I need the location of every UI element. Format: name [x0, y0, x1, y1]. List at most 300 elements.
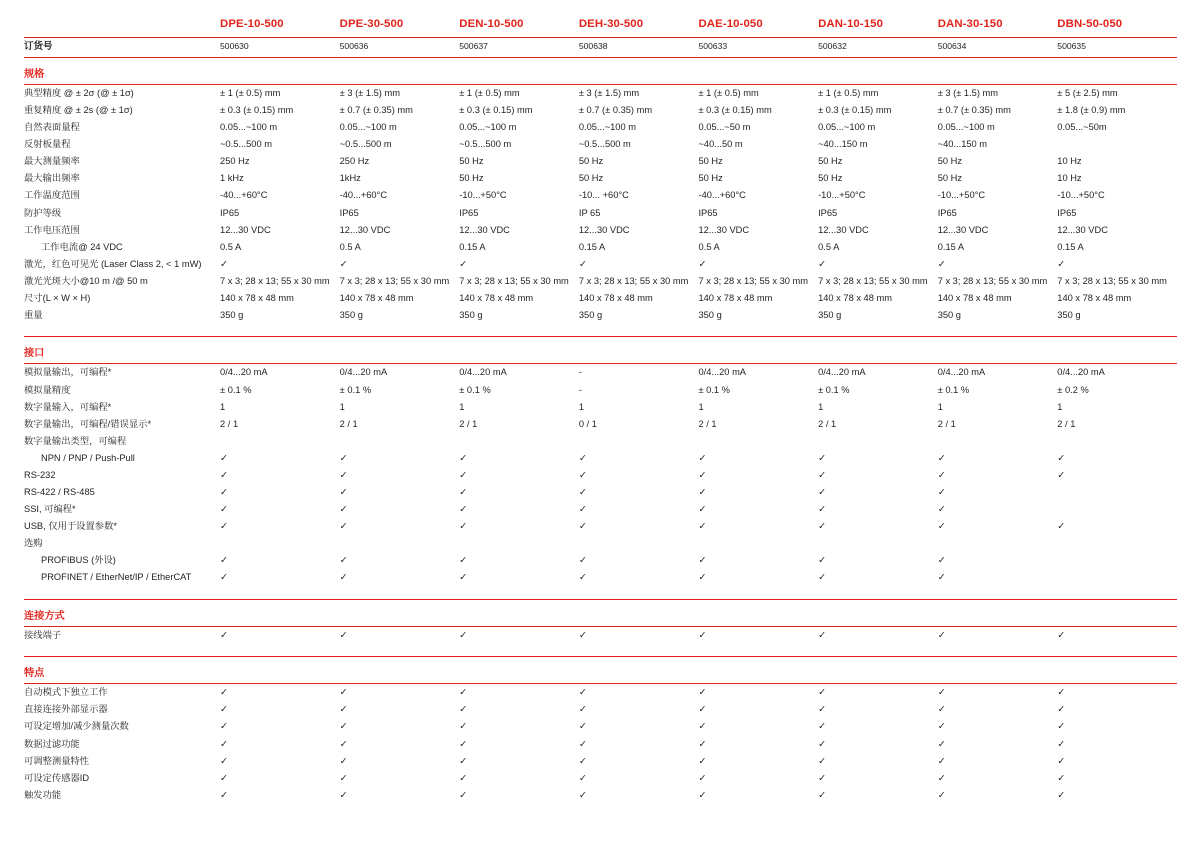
- spec-value-4: -: [579, 364, 699, 382]
- spec-value-3: ~0.5...500 m: [459, 139, 512, 150]
- spacer-cell: [24, 324, 1177, 337]
- spec-row: [24, 221, 1177, 238]
- spec-row-label: 模拟量精度: [24, 384, 71, 395]
- header-blank-cell: [24, 18, 220, 38]
- spec-value-2: 0.05...~100 m: [339, 122, 397, 133]
- check-icon: ✓: [220, 469, 228, 481]
- spec-value-1: 350 g: [220, 309, 244, 320]
- spec-row: [24, 787, 1177, 804]
- check-icon: ✓: [698, 721, 707, 733]
- check-icon: ✓: [578, 258, 587, 270]
- spec-value-4: [579, 787, 699, 804]
- spec-value-6: 0.05...~100 m: [818, 122, 876, 133]
- model-header-4: DEH-30-500: [578, 18, 644, 30]
- spec-value-3: ± 0.3 (± 0.15) mm: [459, 105, 533, 116]
- spec-value-4: ± 0.7 (± 0.35) mm: [578, 105, 653, 116]
- spec-value-5: 2 / 1: [698, 418, 717, 429]
- spec-value-1: [220, 535, 340, 552]
- spec-value-6: [818, 735, 938, 752]
- spec-value-4: [579, 256, 699, 273]
- spec-value-6: [818, 752, 938, 769]
- spec-value-7: [938, 450, 1058, 467]
- spec-row: [24, 170, 1177, 187]
- spec-value-2: [340, 484, 460, 501]
- check-icon: ✓: [1057, 721, 1066, 733]
- spec-value-5: [698, 569, 818, 586]
- spec-value-8: 0.05...~50m: [1057, 122, 1107, 133]
- spec-value-1: ~0.5...500 m: [220, 139, 272, 150]
- check-icon: ✓: [937, 629, 946, 641]
- order-number-value-5: 500633: [698, 38, 818, 58]
- spec-value-6: 350 g: [818, 309, 842, 320]
- spec-value-7: [938, 433, 1058, 450]
- spec-value-1: [220, 484, 340, 501]
- spec-value-2: [340, 718, 460, 735]
- check-icon: ✓: [698, 258, 707, 270]
- spec-value-4: [579, 769, 699, 786]
- spec-row: [24, 626, 1177, 644]
- spec-row-label: 重复精度 @ ± 2s (@ ± 1σ): [24, 105, 133, 116]
- section-spacer: [24, 644, 1177, 657]
- spec-value-3: [459, 552, 579, 569]
- spec-value-8: [1057, 787, 1177, 804]
- section-title-row: [24, 57, 1177, 84]
- check-icon: ✓: [698, 469, 707, 481]
- spec-value-7: ± 0.7 (± 0.35) mm: [937, 105, 1011, 116]
- spec-value-3: -10...+50°C: [459, 190, 507, 201]
- spec-value-6: 0/4...20 mA: [818, 364, 938, 382]
- spec-value-7: [938, 626, 1058, 644]
- order-number-value-7: 500634: [938, 38, 1058, 58]
- check-icon: ✓: [818, 687, 827, 699]
- model-header-8: DBN-50-050: [1057, 18, 1123, 30]
- check-icon: ✓: [818, 738, 827, 750]
- spec-value-3: 2 / 1: [459, 418, 478, 429]
- order-number-row: [24, 38, 1177, 58]
- check-icon: ✓: [1057, 755, 1066, 767]
- spec-value-1: [220, 467, 340, 484]
- spec-value-3: [459, 769, 579, 786]
- order-number-value-6: 500632: [818, 38, 938, 58]
- order-number-value-4: 500638: [579, 38, 699, 58]
- check-icon: ✓: [1057, 687, 1066, 699]
- spec-value-5: 50 Hz: [698, 173, 723, 184]
- check-icon: ✓: [578, 521, 587, 533]
- spec-value-6: 140 x 78 x 48 mm: [818, 292, 892, 303]
- spec-value-3: [459, 535, 579, 552]
- spec-value-2: -40...+60°C: [339, 190, 388, 201]
- spec-row-label: PROFINET / EtherNet/IP / EtherCAT: [41, 572, 192, 583]
- spec-value-6: [818, 450, 938, 467]
- check-icon: ✓: [459, 789, 468, 801]
- check-icon: ✓: [937, 521, 946, 533]
- spec-value-4: [579, 484, 699, 501]
- spec-row: [24, 501, 1177, 518]
- spec-row: [24, 84, 1177, 102]
- check-icon: ✓: [937, 486, 946, 498]
- spec-value-5: [698, 518, 818, 535]
- spec-value-4: -10... +60°C: [578, 190, 629, 201]
- spec-row: [24, 256, 1177, 273]
- spec-value-4: 0.15 A: [578, 241, 606, 252]
- check-icon: ✓: [698, 687, 707, 699]
- check-icon: ✓: [1057, 258, 1066, 270]
- spec-value-3: [459, 718, 579, 735]
- spec-row-label: 激光，红色可见光 (Laser Class 2, < 1 mW): [24, 258, 202, 269]
- check-icon: ✓: [1057, 469, 1066, 481]
- spec-value-4: [579, 701, 699, 718]
- spec-row: [24, 307, 1177, 324]
- spec-value-3: [459, 433, 579, 450]
- spec-value-2: [340, 518, 460, 535]
- check-icon: ✓: [698, 704, 707, 716]
- check-icon: ✓: [220, 687, 228, 699]
- spec-value-5: [698, 718, 818, 735]
- spec-value-1: [220, 626, 340, 644]
- spec-value-5: 7 x 3; 28 x 13; 55 x 30 mm: [698, 275, 809, 286]
- spec-value-5: ~40...50 m: [698, 139, 743, 150]
- spec-value-2: 1: [339, 401, 345, 412]
- spec-row-label: 可调整测量特性: [24, 755, 90, 766]
- spec-value-3: [459, 752, 579, 769]
- spec-row: [24, 187, 1177, 204]
- spec-value-1: [220, 718, 340, 735]
- spec-value-6: -10...+50°C: [818, 190, 866, 201]
- spec-row: [24, 467, 1177, 484]
- check-icon: ✓: [220, 521, 228, 533]
- check-icon: ✓: [937, 738, 946, 750]
- check-icon: ✓: [698, 521, 707, 533]
- spec-value-5: [698, 450, 818, 467]
- spec-value-2: [340, 752, 460, 769]
- spec-value-4: 140 x 78 x 48 mm: [578, 292, 653, 303]
- spec-value-6: [818, 467, 938, 484]
- spec-value-1: [220, 735, 340, 752]
- spec-value-2: [340, 256, 460, 273]
- spec-value-8: 7 x 3; 28 x 13; 55 x 30 mm: [1057, 275, 1167, 286]
- check-icon: ✓: [1057, 772, 1066, 784]
- spec-row: [24, 684, 1177, 702]
- spec-row-label: 重量: [24, 309, 43, 320]
- check-icon: ✓: [578, 629, 587, 641]
- spec-value-4: [579, 684, 699, 702]
- section-title: 规格: [24, 57, 1177, 84]
- spec-value-7: 0.05...~100 m: [937, 122, 995, 133]
- check-icon: ✓: [339, 687, 348, 699]
- spec-value-7: [938, 752, 1058, 769]
- spec-value-3: [459, 256, 579, 273]
- spec-value-4: [579, 569, 699, 586]
- check-icon: ✓: [937, 469, 946, 481]
- spec-value-1: [220, 552, 340, 569]
- spec-value-2: [340, 552, 460, 569]
- check-icon: ✓: [937, 687, 946, 699]
- check-icon: ✓: [937, 452, 946, 464]
- spec-row: [24, 450, 1177, 467]
- check-icon: ✓: [220, 452, 228, 464]
- check-icon: ✓: [698, 738, 707, 750]
- spec-row: [24, 535, 1177, 552]
- spec-value-2: ± 0.1 %: [339, 384, 372, 395]
- spec-row: [24, 769, 1177, 786]
- spec-value-5: ± 0.1 %: [698, 384, 730, 395]
- check-icon: ✓: [937, 572, 946, 584]
- check-icon: ✓: [339, 704, 348, 716]
- spec-value-8: [1057, 684, 1177, 702]
- spec-value-1: [220, 518, 340, 535]
- spec-row: [24, 752, 1177, 769]
- spec-value-6: [818, 433, 938, 450]
- check-icon: ✓: [220, 629, 228, 641]
- check-icon: ✓: [818, 469, 827, 481]
- check-icon: ✓: [339, 738, 348, 750]
- spec-value-2: 0.5 A: [339, 241, 361, 252]
- spec-value-7: 140 x 78 x 48 mm: [937, 292, 1012, 303]
- spec-value-1: 7 x 3; 28 x 13; 55 x 30 mm: [220, 275, 330, 286]
- spec-value-7: [938, 701, 1058, 718]
- check-icon: ✓: [818, 555, 827, 567]
- check-icon: ✓: [818, 704, 827, 716]
- spec-row-label: RS-422 / RS-485: [24, 486, 95, 497]
- spec-row-label: 工作电压范围: [24, 224, 80, 235]
- check-icon: ✓: [1057, 452, 1066, 464]
- check-icon: ✓: [339, 503, 348, 515]
- spec-value-4: [579, 626, 699, 644]
- spec-value-1: ± 1 (± 0.5) mm: [220, 84, 340, 102]
- spec-value-8: [1057, 450, 1177, 467]
- spec-value-3: [459, 450, 579, 467]
- spec-value-2: IP65: [339, 207, 359, 218]
- spec-value-5: [698, 735, 818, 752]
- spec-value-6: ~40...150 m: [818, 139, 868, 150]
- spec-value-7: [938, 535, 1058, 552]
- spec-value-8: [1057, 752, 1177, 769]
- spec-value-5: ± 0.3 (± 0.15) mm: [698, 105, 772, 116]
- check-icon: ✓: [818, 629, 827, 641]
- spec-value-3: 1: [459, 401, 465, 412]
- spec-value-1: [220, 433, 340, 450]
- spec-row: [24, 153, 1177, 170]
- spec-value-4: 12...30 VDC: [578, 224, 630, 235]
- check-icon: ✓: [220, 503, 228, 515]
- spec-value-5: 50 Hz: [698, 156, 723, 167]
- check-icon: ✓: [818, 755, 827, 767]
- spec-row: [24, 518, 1177, 535]
- check-icon: ✓: [578, 486, 587, 498]
- spec-value-3: [459, 518, 579, 535]
- spec-value-4: [579, 735, 699, 752]
- spec-value-5: [698, 256, 818, 273]
- check-icon: ✓: [459, 704, 468, 716]
- spec-value-7: 0.15 A: [937, 241, 965, 252]
- check-icon: ✓: [220, 572, 228, 584]
- check-icon: ✓: [578, 772, 587, 784]
- spec-value-5: [698, 467, 818, 484]
- check-icon: ✓: [698, 486, 707, 498]
- spec-value-5: [698, 535, 818, 552]
- spec-value-3: [459, 787, 579, 804]
- spec-value-3: [459, 569, 579, 586]
- spec-value-8: [1057, 626, 1177, 644]
- spec-value-6: 50 Hz: [818, 173, 843, 184]
- spec-value-5: [698, 752, 818, 769]
- check-icon: ✓: [818, 521, 827, 533]
- spec-row-label: 最大测量频率: [24, 156, 80, 167]
- spec-value-5: 0.05...~50 m: [698, 122, 751, 133]
- spec-row: [24, 718, 1177, 735]
- spec-value-1: [220, 569, 340, 586]
- spec-value-2: ~0.5...500 m: [339, 139, 392, 150]
- spec-value-6: 12...30 VDC: [818, 224, 869, 235]
- check-icon: ✓: [1057, 521, 1066, 533]
- spec-value-1: 0.05...~100 m: [220, 122, 278, 133]
- check-icon: ✓: [220, 555, 228, 567]
- check-icon: ✓: [220, 772, 228, 784]
- spec-value-6: [818, 684, 938, 702]
- spec-value-1: [220, 501, 340, 518]
- spec-value-1: [220, 450, 340, 467]
- spec-row-label: 自动模式下独立工作: [24, 684, 220, 702]
- check-icon: ✓: [459, 258, 468, 270]
- spec-row: [24, 381, 1177, 398]
- spec-value-2: 2 / 1: [339, 418, 358, 429]
- spec-value-3: [459, 701, 579, 718]
- spec-row-label: 激光光斑大小@10 m /@ 50 m: [24, 275, 148, 286]
- spec-value-5: 350 g: [698, 309, 722, 320]
- spec-value-4: [579, 450, 699, 467]
- spec-value-7: [938, 769, 1058, 786]
- model-header-5: DAE-10-050: [698, 18, 763, 30]
- spec-row: [24, 119, 1177, 136]
- spec-value-8: [1057, 467, 1177, 484]
- spec-value-7: 1: [937, 401, 943, 412]
- spec-value-6: ± 1 (± 0.5) mm: [818, 84, 938, 102]
- spec-row-label: 数据过滤功能: [24, 738, 80, 749]
- spec-value-7: ± 3 (± 1.5) mm: [938, 84, 1058, 102]
- spec-value-1: [220, 256, 340, 273]
- spec-value-7: -10...+50°C: [937, 190, 986, 201]
- check-icon: ✓: [698, 629, 707, 641]
- spec-value-4: ~0.5...500 m: [578, 139, 631, 150]
- spec-value-2: [340, 787, 460, 804]
- table-body: [24, 18, 1177, 804]
- section-spacer: [24, 324, 1177, 337]
- spec-value-2: [340, 569, 460, 586]
- spec-value-5: 0.5 A: [698, 241, 720, 252]
- spec-value-8: ± 0.2 %: [1057, 384, 1089, 395]
- spec-value-8: [1057, 769, 1177, 786]
- check-icon: ✓: [339, 721, 348, 733]
- check-icon: ✓: [459, 469, 468, 481]
- spec-value-4: [579, 552, 699, 569]
- spec-value-7: 50 Hz: [937, 173, 962, 184]
- spec-row-label: SSI, 可编程*: [24, 503, 76, 514]
- spec-value-2: 1kHz: [339, 173, 361, 184]
- spec-value-8: [1057, 484, 1177, 501]
- check-icon: ✓: [459, 503, 468, 515]
- spec-value-8: [1057, 518, 1177, 535]
- spec-value-6: [818, 569, 938, 586]
- spec-value-3: 50 Hz: [459, 156, 484, 167]
- check-icon: ✓: [339, 772, 348, 784]
- spec-value-4: 1: [578, 401, 585, 412]
- spec-value-1: ± 0.3 (± 0.15) mm: [220, 105, 294, 116]
- spec-value-4: 7 x 3; 28 x 13; 55 x 30 mm: [578, 275, 689, 286]
- spec-value-1: -40...+60°C: [220, 190, 268, 201]
- spec-value-8: 0/4...20 mA: [1057, 364, 1177, 382]
- check-icon: ✓: [818, 452, 827, 464]
- spec-value-2: [340, 467, 460, 484]
- check-icon: ✓: [220, 738, 228, 750]
- spec-value-4: IP 65: [578, 207, 601, 218]
- spec-row-label: 自然表面量程: [24, 122, 80, 133]
- check-icon: ✓: [459, 738, 468, 750]
- spec-value-7: [938, 501, 1058, 518]
- check-icon: ✓: [698, 772, 707, 784]
- spec-value-8: 12...30 VDC: [1057, 224, 1108, 235]
- spec-value-2: 250 Hz: [339, 156, 370, 167]
- spec-value-1: [220, 787, 340, 804]
- check-icon: ✓: [578, 555, 587, 567]
- check-icon: ✓: [698, 755, 707, 767]
- spec-value-5: [698, 433, 818, 450]
- spec-value-7: [938, 684, 1058, 702]
- spacer-cell: [24, 586, 1177, 599]
- check-icon: ✓: [459, 772, 468, 784]
- spec-value-3: [459, 501, 579, 518]
- check-icon: ✓: [339, 755, 348, 767]
- spec-value-6: [818, 718, 938, 735]
- spec-value-2: 0/4...20 mA: [340, 364, 460, 382]
- check-icon: ✓: [339, 452, 348, 464]
- spec-value-8: [1057, 718, 1177, 735]
- check-icon: ✓: [578, 738, 587, 750]
- spec-value-6: [818, 701, 938, 718]
- check-icon: ✓: [339, 258, 348, 270]
- spec-value-6: 2 / 1: [818, 418, 837, 429]
- spec-value-7: [938, 718, 1058, 735]
- check-icon: ✓: [818, 789, 827, 801]
- spec-value-3: IP65: [459, 207, 479, 218]
- spec-value-8: [1057, 552, 1177, 569]
- spec-value-2: 140 x 78 x 48 mm: [339, 292, 414, 303]
- spec-value-5: [698, 626, 818, 644]
- spec-value-5: [698, 552, 818, 569]
- spec-value-8: -10...+50°C: [1057, 190, 1105, 201]
- spec-value-8: 10 Hz: [1057, 156, 1082, 167]
- spec-row: [24, 433, 1177, 450]
- spec-value-1: 140 x 78 x 48 mm: [220, 292, 294, 303]
- spec-value-3: 50 Hz: [459, 173, 484, 184]
- check-icon: ✓: [459, 572, 468, 584]
- spec-value-1: [220, 684, 340, 702]
- model-header-3: DEN-10-500: [459, 18, 524, 30]
- spec-value-4: [579, 752, 699, 769]
- spec-row: [24, 364, 1177, 382]
- check-icon: ✓: [339, 469, 348, 481]
- check-icon: ✓: [698, 789, 707, 801]
- spec-value-5: 0/4...20 mA: [698, 364, 818, 382]
- spec-value-3: 0/4...20 mA: [459, 364, 579, 382]
- spec-value-1: ± 0.1 %: [220, 384, 252, 395]
- spec-value-3: [459, 735, 579, 752]
- order-number-value-8: 500635: [1057, 38, 1177, 58]
- check-icon: ✓: [339, 572, 348, 584]
- check-icon: ✓: [220, 721, 228, 733]
- spec-value-6: [818, 626, 938, 644]
- spec-value-3: ± 1 (± 0.5) mm: [459, 84, 579, 102]
- check-icon: ✓: [459, 486, 468, 498]
